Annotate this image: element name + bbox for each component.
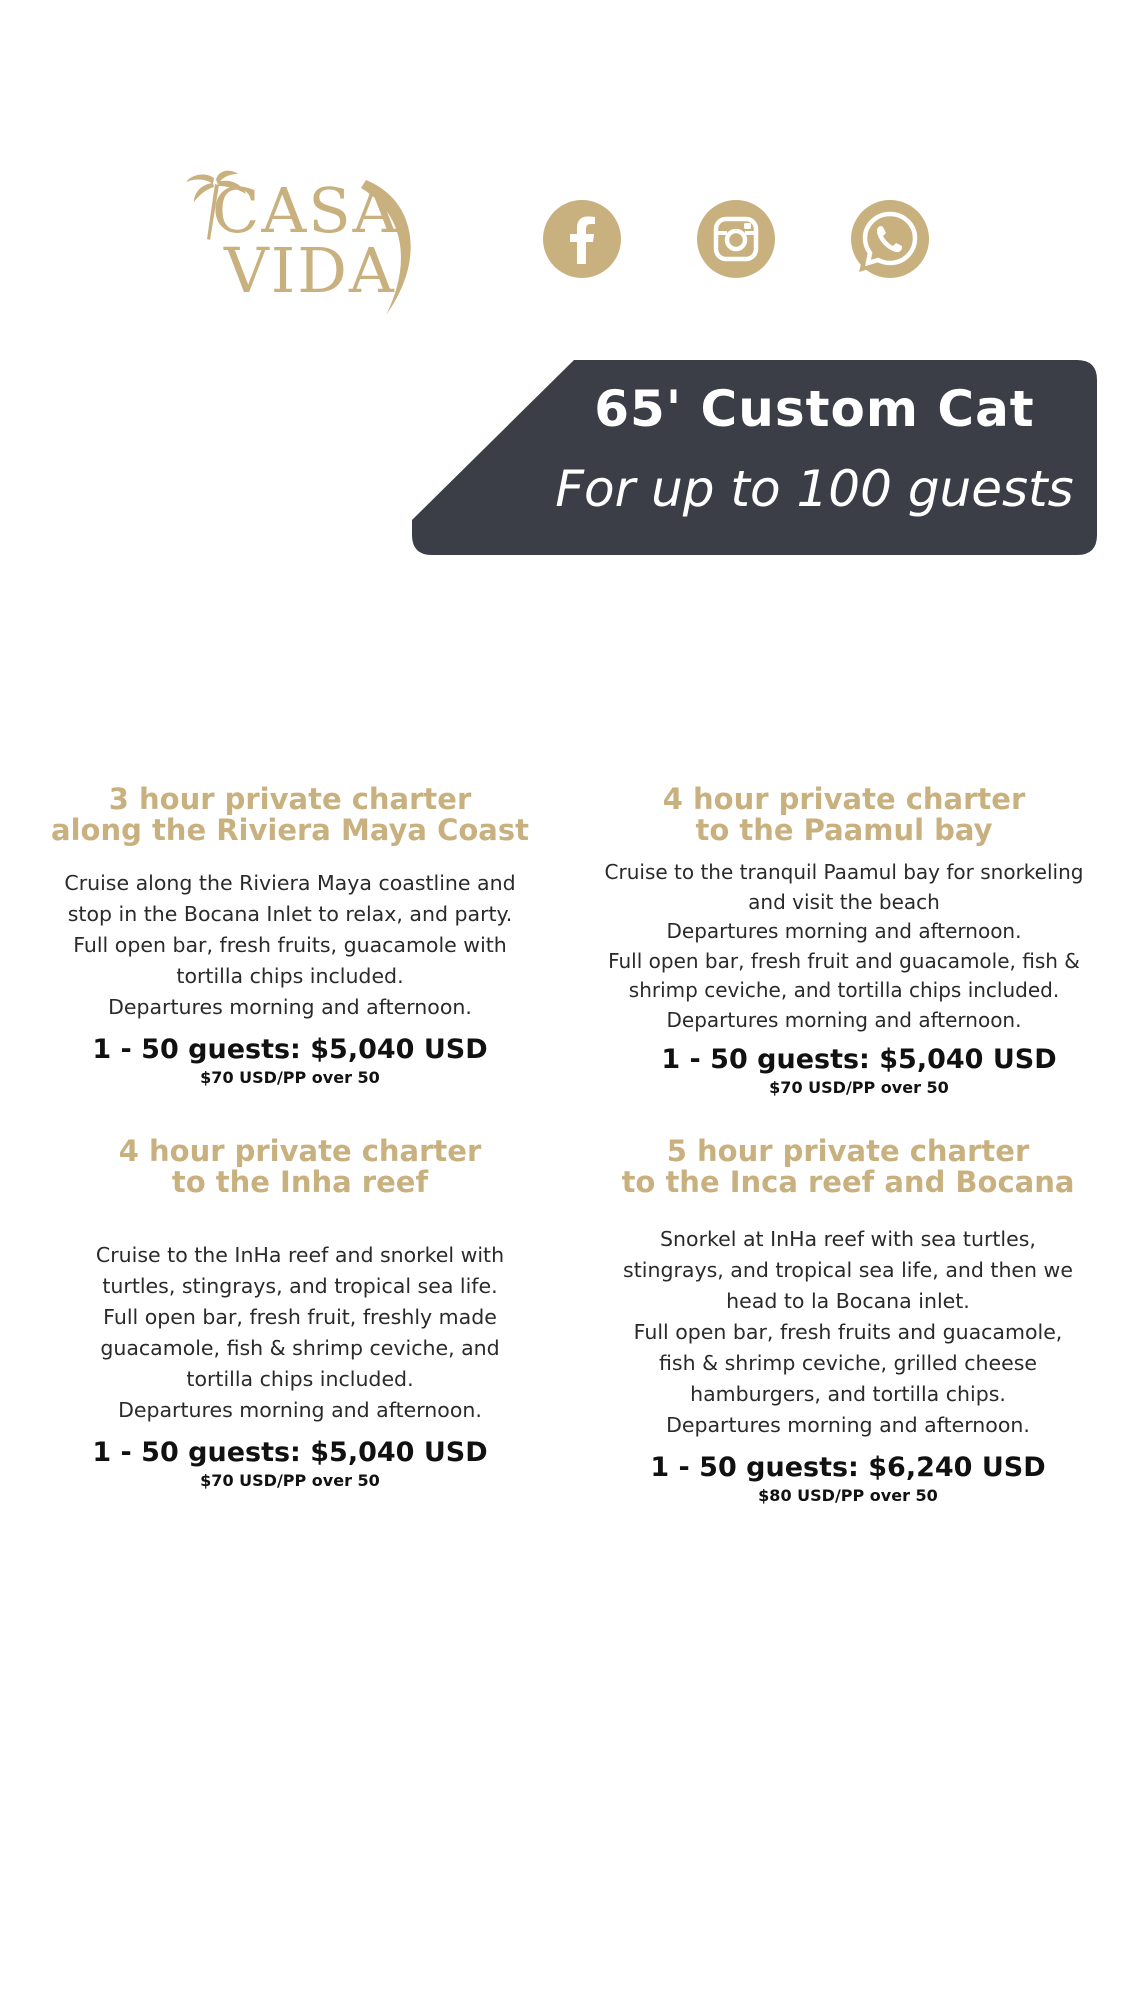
instagram-icon [712, 215, 760, 263]
brand-line-1: CASA [212, 174, 400, 247]
package-heading: 4 hour private charter to the Inha reef [118, 1134, 482, 1199]
package-heading: 4 hour private charter to the Paamul bay [662, 782, 1026, 847]
package-price: 1 - 50 guests: $5,040 USD [92, 1034, 488, 1065]
casa-vida-logo [186, 170, 436, 320]
package-price: 1 - 50 guests: $6,240 USD [650, 1452, 1046, 1483]
package-inca-reef-bocana [588, 1136, 1108, 1507]
banner-title: 65' Custom Cat [594, 380, 1035, 438]
whatsapp-icon [851, 200, 929, 278]
brand-line-2: VIDA [224, 234, 396, 307]
package-extra-price: $70 USD/PP over 50 [200, 1068, 380, 1087]
package-extra-price: $70 USD/PP over 50 [200, 1471, 380, 1490]
whatsapp-button[interactable] [851, 200, 929, 278]
package-price: 1 - 50 guests: $5,040 USD [661, 1044, 1057, 1075]
package-description: Cruise to the tranquil Paamul bay for snorkeling and visit the beach Departures morning and afternoon. Full open bar, fresh fruit and guacamole, fish & shrimp ceviche, and tortilla chips included. Departures morning and afternoon. [604, 860, 1084, 1032]
banner-subtitle: For up to 100 guests [555, 460, 1074, 518]
package-heading: 3 hour private charter along the Riviera Maya Coast [51, 782, 529, 847]
facebook-icon [562, 214, 602, 264]
instagram-button[interactable] [697, 200, 775, 278]
package-description: Snorkel at InHa reef with sea turtles, stingrays, and tropical sea life, and then we head to la Bocana inlet. Full open bar, fresh fruits and guacamole, fish & shrimp ceviche, grilled cheese hamburgers, and tortilla chips. Departures morning and afternoon. [623, 1227, 1073, 1437]
package-description: Cruise to the InHa reef and snorkel with turtles, stingrays, and tropical sea life. Full open bar, fresh fruit, freshly made guacamole, fish & shrimp ceviche, and tortilla chips included. Departures morning and afternoon. [95, 1243, 505, 1422]
boat-banner [412, 360, 1097, 555]
package-extra-price: $80 USD/PP over 50 [758, 1486, 938, 1505]
package-riviera-maya [30, 784, 550, 1089]
package-paamul-bay [584, 784, 1104, 1099]
facebook-button[interactable] [543, 200, 621, 278]
package-price: 1 - 50 guests: $5,040 USD [92, 1437, 488, 1468]
package-description: Cruise along the Riviera Maya coastline and stop in the Bocana Inlet to relax, and party. Full open bar, fresh fruits, guacamole with tortilla chips included. Departures morning and afternoon. [64, 871, 516, 1019]
package-heading: 5 hour private charter to the Inca reef and Bocana [621, 1134, 1075, 1199]
package-extra-price: $70 USD/PP over 50 [769, 1078, 949, 1097]
package-inha-reef [40, 1136, 560, 1492]
